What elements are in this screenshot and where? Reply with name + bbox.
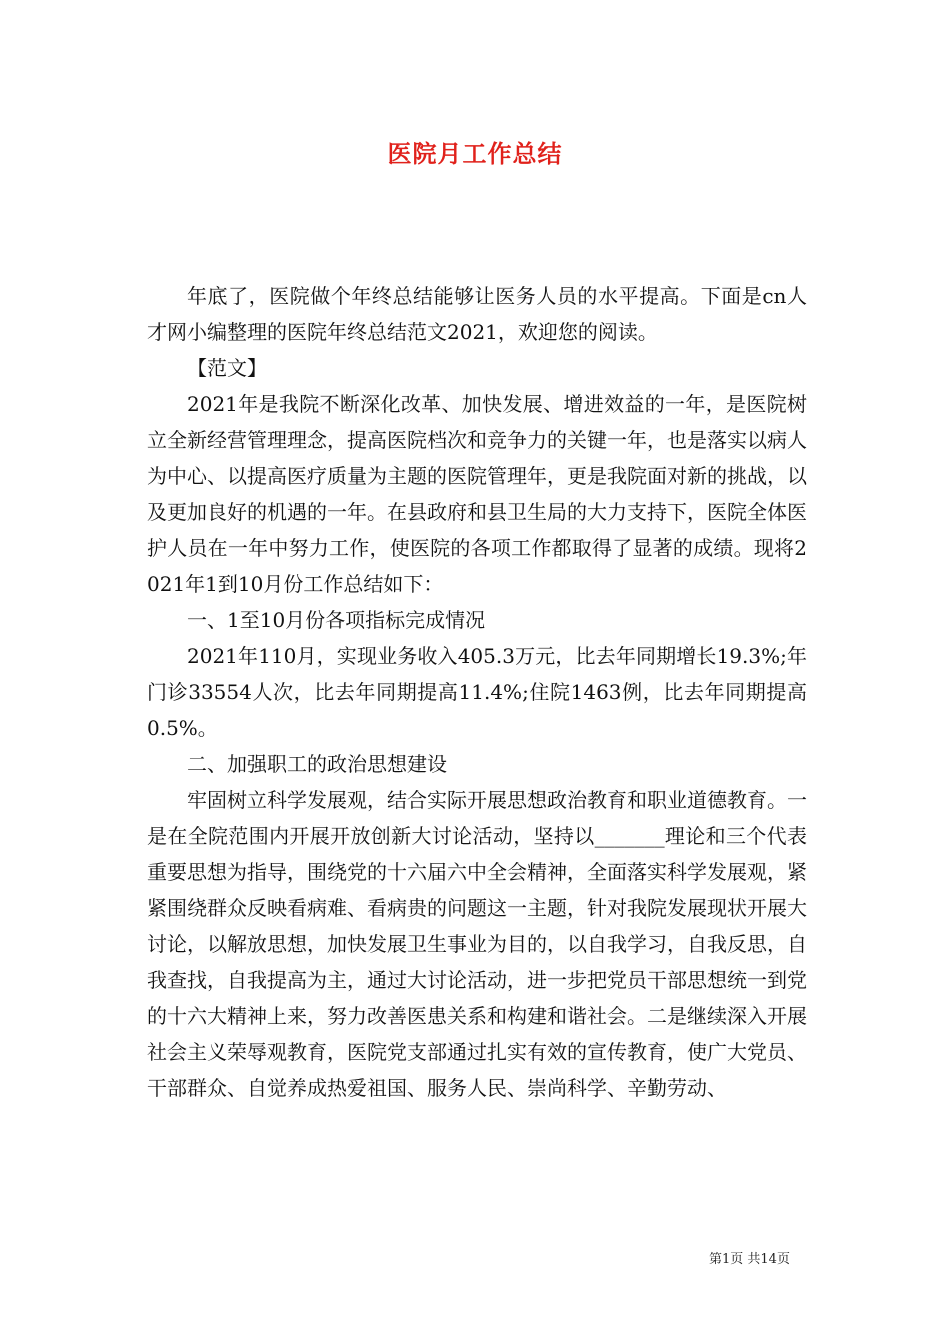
document-body [147,278,807,1106]
intro-paragraph: 年底了，医院做个年终总结能够让医务人员的水平提高。下面是cn人才网小编整理的医院年终总结范文2021，欢迎您的阅读。 [147,284,807,344]
section-heading-1: 一、1至10月份各项指标完成情况 [187,608,486,632]
sample-label: 【范文】 [187,356,267,380]
section-heading-2: 二、加强职工的政治思想建设 [187,752,447,776]
indicators-paragraph: 2021年110月，实现业务收入405.3万元，比去年同期增长19.3%;年门诊33554人次，比去年同期提高11.4%;住院1463例，比去年同期提高0.5%。 [147,644,807,740]
overview-paragraph: 2021年是我院不断深化改革、加快发展、增进效益的一年，是医院树立全新经营管理理念，提高医院档次和竞争力的关键一年，也是落实以病人为中心、以提高医疗质量为主题的医院管理年，更是我院面对新的挑战，以及更加良好的机遇的一年。在县政府和县卫生局的大力支持下，医院全体医护人员在一年中努力工作，使医院的各项工作都取得了显著的成绩。现将2021年1到10月份工作总结如下： [147,392,807,596]
page-number: 第1页 共14页 [709,1252,790,1267]
page-title: 医院月工作总结 [387,139,563,168]
political-paragraph: 牢固树立科学发展观，结合实际开展思想政治教育和职业道德教育。一是在全院范围内开展开放创新大讨论活动，坚持以_______理论和三个代表重要思想为指导，围绕党的十六届六中全会精神，全面落实科学发展观，紧紧围绕群众反映看病难、看病贵的问题这一主题，针对我院发展现状开展大讨论，以解放思想，加快发展卫生事业为目的，以自我学习，自我反思，自我查找，自我提高为主，通过大讨论活动，进一步把党员干部思想统一到党的十六大精神上来，努力改善医患关系和构建和谐社会。二是继续深入开展社会主义荣辱观教育，医院党支部通过扎实有效的宣传教育，使广大党员、干部群众、自觉养成热爱祖国、服务人民、崇尚科学、辛勤劳动、 [147,788,807,1100]
